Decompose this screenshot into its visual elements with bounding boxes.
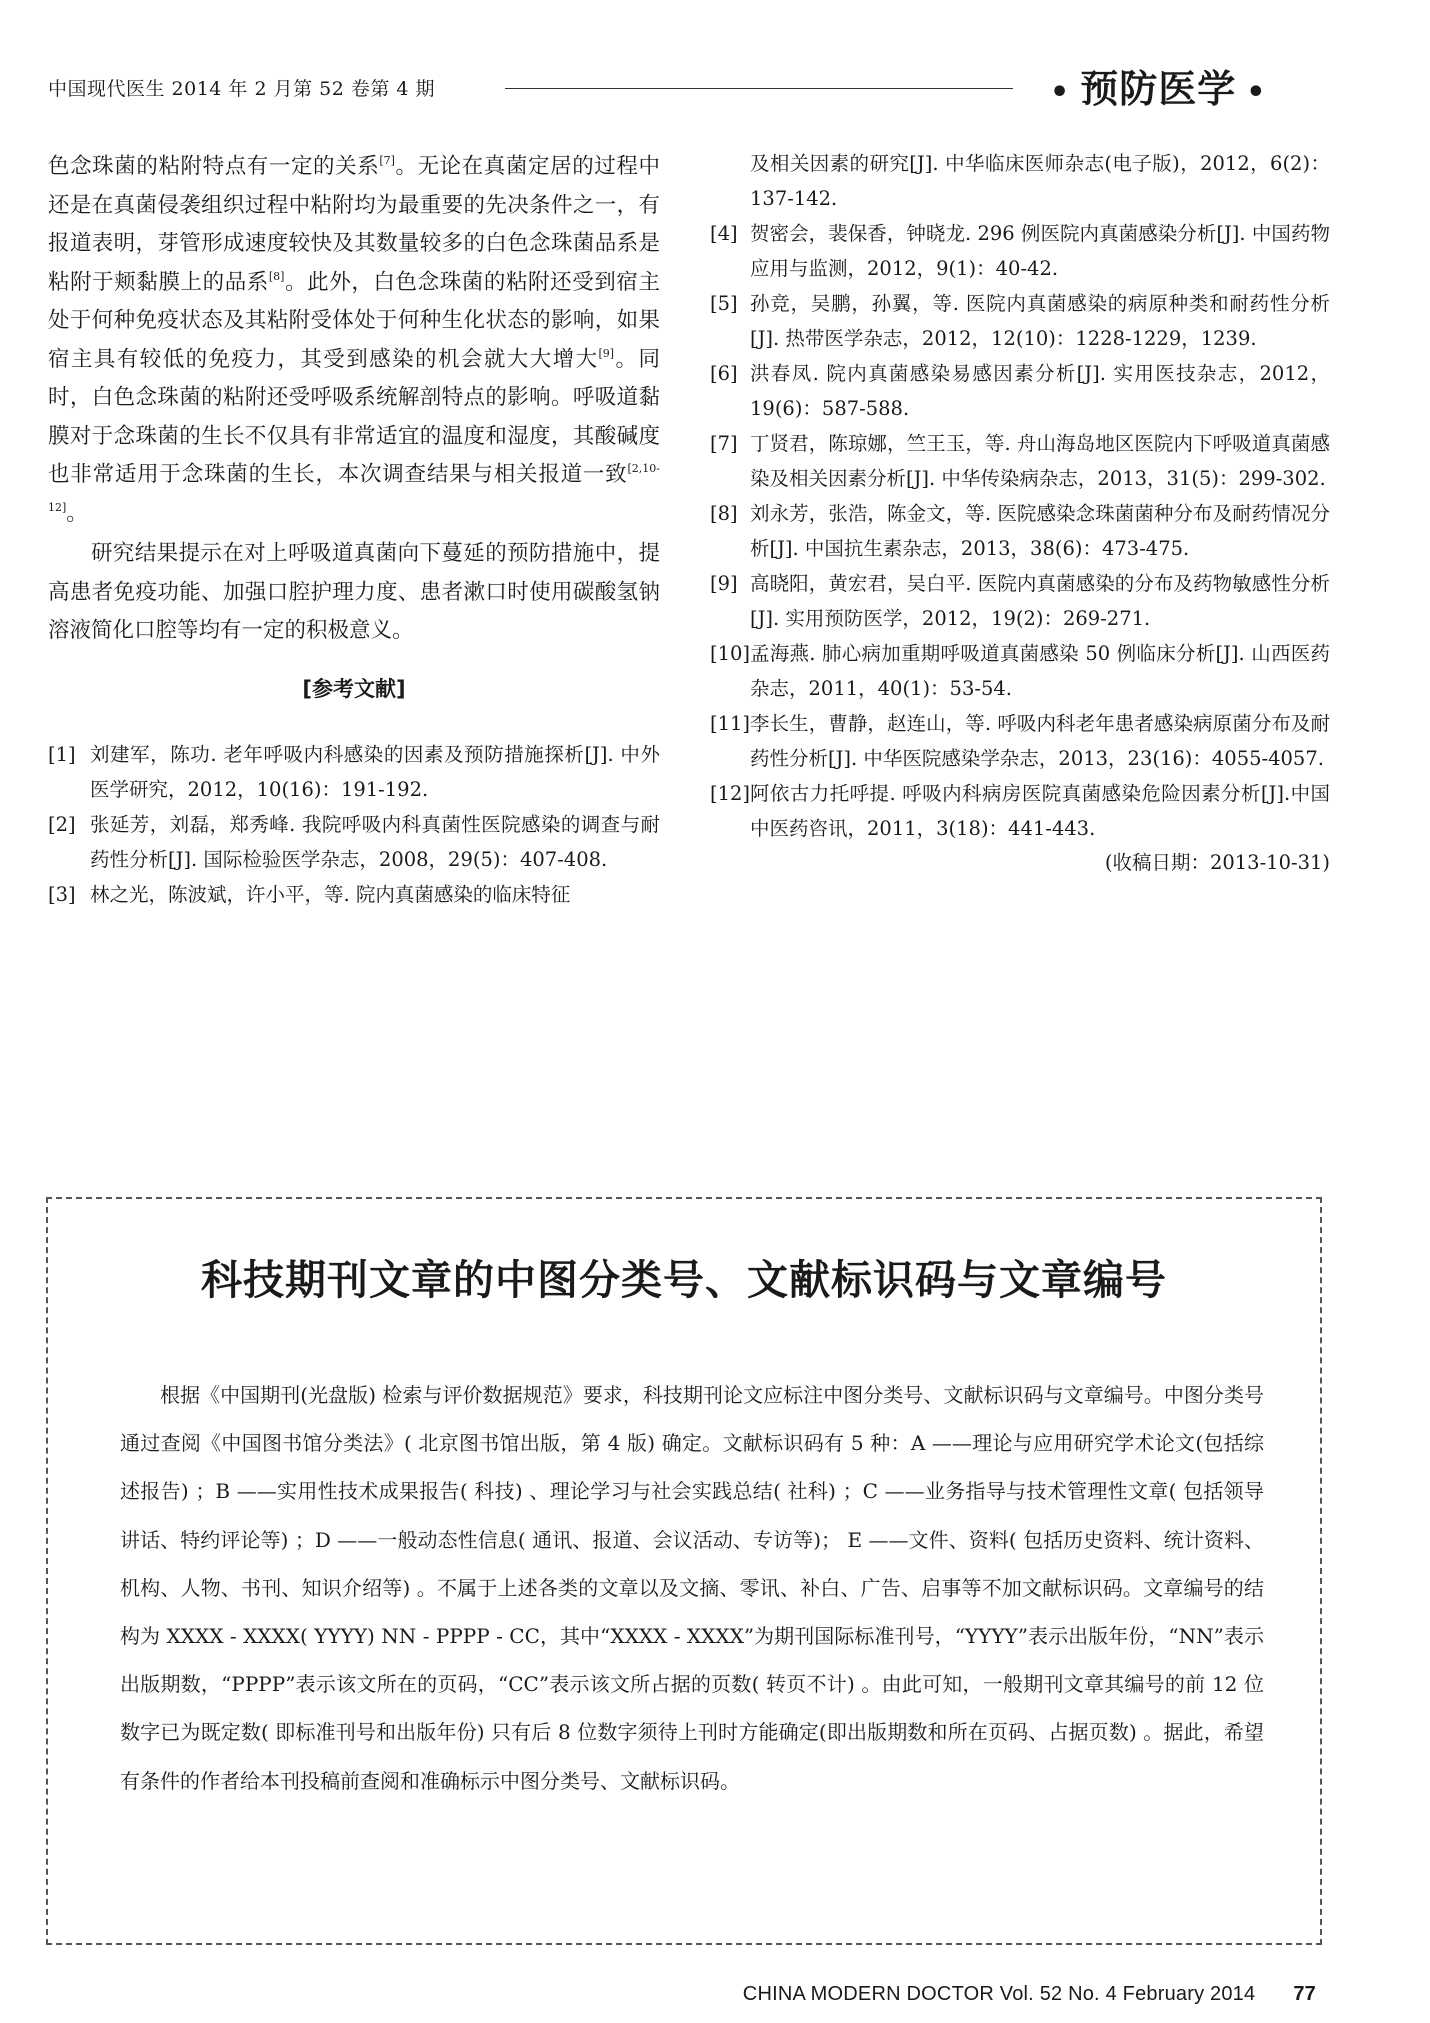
section-label-text: 预防医学 — [1080, 67, 1237, 111]
page-number: 77 — [1293, 1983, 1316, 2005]
received-date: (收稿日期：2013-10-31) — [1104, 851, 1330, 874]
references-heading: [参考文献] — [302, 676, 406, 701]
footer-journal: CHINA MODERN DOCTOR Vol. 52 No. 4 February 2014 — [742, 1983, 1256, 2005]
reference-item: [8] 刘永芳，张浩，陈金文，等. 医院感染念珠菌菌种分布及耐药情况分析[J]. 中国抗生素杂志，2013，38(6)：473-475. — [710, 502, 1330, 560]
reference-item: [11] 李长生，曹静，赵连山，等. 呼吸内科老年患者感染病原菌分布及耐药性分析[J]. 中华医院感染学杂志，2013，23(16)：4055-4057. — [710, 712, 1330, 770]
citation: [8] — [268, 269, 285, 283]
right-column — [710, 146, 1330, 880]
reference-item: [2] 张延芳，刘磊，郑秀峰. 我院呼吸内科真菌性医院感染的调查与耐药性分析[J]. 国际检验医学杂志，2008，29(5)：407-408. — [48, 812, 660, 871]
reference-item: [3] 林之光，陈波斌，许小平，等. 院内真菌感染的临床特征 — [48, 882, 571, 906]
citation: [2,10-12] — [48, 462, 660, 514]
reference-item: [12] 阿依古力托呼提. 呼吸内科病房医院真菌感染危险因素分析[J].中国中医药咨讯，2011，3(18)：441-443. — [710, 782, 1330, 840]
reference-item: [7] 丁贤君，陈琼娜，竺王玉，等. 舟山海岛地区医院内下呼吸道真菌感染及相关因素分析[J]. 中华传染病杂志，2013，31(5)：299-302. — [710, 432, 1330, 490]
reference-item: [5] 孙竞，吴鹏，孙翼，等. 医院内真菌感染的病原种类和耐药性分析[J]. 热带医学杂志，2012，12(10)：1228-1229，1239. — [710, 292, 1330, 350]
reference-item: [1] 刘建军，陈功. 老年呼吸内科感染的因素及预防措施探析[J]. 中外医学研究，2012，10(16)：191-192. — [48, 742, 660, 801]
body-paragraph-1: 色念珠菌的粘附特点有一定的关系[7]。无论在真菌定居的过程中还是在真菌侵袭组织过程中粘附均为最重要的先决条件之一，有报道表明，芽管形成速度较快及其数量较多的白色念珠菌品系是粘附于颊黏膜上的品系[8]。此外，白色念珠菌的粘附还受到宿主处于何种免疫状态及其粘附受体处于何种生化状态的影响，如果宿主具有较低的免疫力，其受到感染的机会就大大增大[9]。同时，白色念珠菌的粘附还受呼吸系统解剖特点的影响。呼吸道黏膜对于念珠菌的生长不仅具有非常适宜的温度和湿度，其酸碱度也非常适用于念珠菌的生长，本次调查结果与相关报道一致[2,10-12]。 — [48, 154, 660, 526]
reference-item: [9] 高晓阳，黄宏君，吴白平. 医院内真菌感染的分布及药物敏感性分析[J]. 实用预防医学，2012，19(2)：269-271. — [710, 572, 1330, 630]
section-label: • 预防医学 • — [1050, 67, 1267, 111]
notice-box — [46, 1197, 1322, 1945]
notice-title: 科技期刊文章的中图分类号、文献标识码与文章编号 — [201, 1256, 1167, 1304]
reference-list-left — [48, 737, 660, 912]
citation: [9] — [598, 346, 615, 360]
reference-item: [6] 洪春凤. 院内真菌感染易感因素分析[J]. 实用医技杂志，2012，19(6)：587-588. — [710, 362, 1330, 420]
reference-item: [4] 贺密会，裴保香，钟晓龙. 296 例医院内真菌感染分析[J]. 中国药物应用与监测，2012，9(1)：40-42. — [710, 222, 1330, 280]
body-paragraph-2: 研究结果提示在对上呼吸道真菌向下蔓延的预防措施中，提高患者免疫功能、加强口腔护理力度、患者漱口时使用碳酸氢钠溶液简化口腔等均有一定的积极意义。 — [48, 541, 660, 643]
left-column — [48, 148, 660, 912]
running-footer — [743, 1983, 1316, 2006]
citation: [7] — [379, 154, 395, 167]
notice-body: 根据《中国期刊(光盘版) 检索与评价数据规范》要求，科技期刊论文应标注中图分类号、文献标识码与文章编号。中图分类号通过查阅《中国图书馆分类法》( 北京图书馆出版，第 4 版) 确定。文献标识码有 5 种：A ——理论与应用研究学术论文(包括综述报告) ；B ——实用性技术成果报告( 科技) 、理论学习与社会实践总结( 社科) ；C ——业务指导与技术管理性文章( 包括领导讲话、特约评论等) ；D ——一般动态性信息( 通讯、报道、会议活动、专访等)； E ——文件、资料( 包括历史资料、统计资料、机构、人物、书刊、知识介绍等) 。不属于上述各类的文章以及文摘、零讯、补白、广告、启事等不加文献标识码。文章编号的结构为 XXXX - XXXX( YYYY) NN - PPPP - CC，其中“XXXX - XXXX”为期刊国际标准刊号，“YYYY”表示出版年份，“NN”表示出版期数，“PPPP”表示该文所在的页码，“CC”表示该文所占据的页数( 转页不计) 。由此可知，一般期刊文章其编号的前 12 位数字已为既定数( 即标准刊号和出版年份) 只有后 8 位数字须待上刊时方能确定(即出版期数和所在页码、占据页数) 。据此，希望有条件的作者给本刊投稿前查阅和准确标示中图分类号、文献标识码。 — [120, 1383, 1264, 1793]
header-rule — [505, 88, 1013, 89]
running-header: 中国现代医生 2014 年 2 月第 52 卷第 4 期 — [48, 78, 436, 100]
reference-item-continued: 及相关因素的研究[J]. 中华临床医师杂志(电子版)，2012，6(2)：137-142. — [750, 152, 1330, 210]
reference-item: [10] 孟海燕. 肺心病加重期呼吸道真菌感染 50 例临床分析[J]. 山西医药杂志，2011，40(1)：53-54. — [710, 642, 1330, 700]
